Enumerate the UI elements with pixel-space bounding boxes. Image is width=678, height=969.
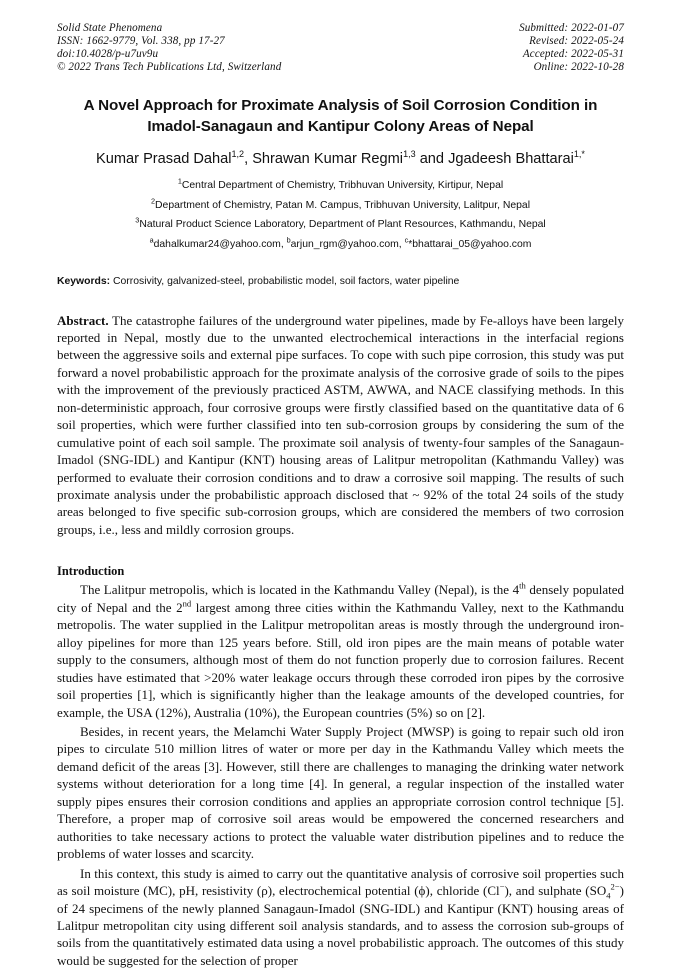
affiliation-3 <box>57 215 624 230</box>
section-heading-introduction: Introduction <box>57 564 125 579</box>
affiliation-block <box>57 176 624 250</box>
journal-header-left <box>57 22 281 74</box>
date-online: Online: 2022-10-28 <box>533 61 624 73</box>
keywords-text: Corrosivity, galvanized-steel, probabilistic model, soil factors, water pipeline <box>110 275 460 287</box>
email-address-2[interactable]: arjun_rgm@yahoo.com, <box>290 238 405 250</box>
affiliation-marker-1: 1 <box>177 176 182 186</box>
page-title: A Novel Approach for Proximate Analysis of Soil Corrosion Condition in Imadol-Sanagaun and Kantipur Colony Areas of Nepal <box>83 97 598 135</box>
journal-copyright: © 2022 Trans Tech Publications Ltd, Switzerland <box>57 61 282 73</box>
author-emails <box>57 235 624 250</box>
journal-issn-volume: ISSN: 1662-9779, Vol. 338, pp 17-27 <box>57 35 225 47</box>
email-marker-3: c <box>404 235 409 245</box>
author-affil-marker-2: 1,3 <box>403 149 416 160</box>
date-revised: Revised: 2022-05-24 <box>529 35 624 47</box>
introduction-paragraph-2: Besides, in recent years, the Melamchi Water Supply Project (MWSP) is going to repair such old iron pipes to circulate 510 million litres of water or more per day in the Kathmandu Valley which meets the demand deficit of the areas [3]. However, still there are challenges to managing the drinking water network systems without deterioration for a long time [4]. In general, a regular inspection of the installed water supply pipes ensures their corrosion conditions and applies an appropriate corrosion control technique [5]. Therefore, a proper map of corrosive soil areas would be empowered the concerned researchers and authorities to take necessary actions to protect the valuable water distribution pipelines and to reduce the problems of water losses and scarcity. <box>57 724 624 862</box>
affiliation-text-2: Department of Chemistry, Patan M. Campus, Tribhuvan University, Lalitpur, Nepal <box>155 199 531 211</box>
author-name-2: Shrawan Kumar Regmi <box>252 151 404 167</box>
affiliation-marker-2: 2 <box>150 196 156 206</box>
affiliation-2 <box>57 196 624 211</box>
par3-segment-c: ) of 24 specimens of the newly planned Sanagaun-Imadol (SNG-IDL) and Kantipur (KNT) housing areas of Lalitpur metropolitan city using different soil analysis standards, and to assess the corrosion sub-groups of soils from the quantitatively estimated data using a novel probabilistic approach. The outcomes of this study would be suggested for the selection of proper <box>57 883 624 968</box>
author-name-3: Jgadeesh Bhattarai <box>448 151 574 167</box>
chloride-charge-superscript: − <box>499 881 505 892</box>
email-marker-2: b <box>286 235 291 245</box>
keywords-label: Keywords: <box>57 275 111 287</box>
par1-segment-a: The Lalitpur metropolis, which is located in the Kathmandu Valley (Nepal), is the 4 <box>80 582 520 598</box>
par1-segment-c: largest among three cities within the Kathmandu Valley, next to the Kathmandu metropolis. The water supplied in the Lalitpur metropolitan areas is mostly through the underground iron-alloy pipelines for more than 125 years before. Still, old iron pipes are the main means of potable water supply to the consumers, although most of them do not function properly due to corrosion failures. Recent studies have estimated that >20% water leakage occurs through these corroded iron pipes by the corrosive soil properties [1], which is significantly higher than the leakage amounts of the developed countries, for example, the USA (12%), Australia (10%), the European countries (5%) so on [2]. <box>57 599 624 720</box>
par1-segment-b: densely populated city of Nepal and the 2 <box>57 582 624 615</box>
author-separator-2: and <box>415 151 449 167</box>
affiliation-text-3: Natural Product Science Laboratory, Department of Plant Resources, Kathmandu, Nepal <box>139 219 546 230</box>
sulphate-charge-superscript: 2− <box>610 881 620 892</box>
journal-name: Solid State Phenomena <box>57 22 163 34</box>
par3-segment-a: In this context, this study is aimed to carry out the quantitative analysis of corrosive soil properties such as soil moisture (MC), pH, resistivity (ρ), electrochemical potential (ϕ), chloride (Cl <box>57 865 624 899</box>
email-marker-1: a <box>149 235 154 245</box>
author-list <box>57 150 624 169</box>
affiliation-marker-3: 3 <box>135 215 140 225</box>
abstract-text: The catastrophe failures of the underground water pipelines, made by Fe-alloys have been largely reported in Nepal, mostly due to the unwanted electrochemical interactions in the interfacial regions between the aggressive soils and external pipe surfaces. To cope with such pipe corrosion, this study was put forward a novel probabilistic approach for the proximate analysis of the corrosive grade of soils to the pipes with the improvement of the previously practiced ASTM, AWWA, and NACE classifying methods. In this non-deterministic approach, four corrosive groups were firstly classified based on the quantitative data of 6 soil properties, which were further classified into ten sub-corrosion groups by considering the sum of the cumulative point of each soil sample. The proximate soil analysis of twenty-four samples of the Sanagaun-Imadol (SNG-IDL) and Kantipur (KNT) housing areas of Lalitpur metropolitan (Kathmandu Valley) was performed to evaluate their corrosion conditions and to draw a corrosive soil mapping. The results of such proximate analysis under the probabilistic approach disclosed that ~ 92% of the total 24 soils of the study areas belonged to five specific sub-corrosion groups, which are considered the members of two corrosion groups, i.e., less and mildly corrosion groups. <box>57 312 624 537</box>
journal-header <box>57 22 624 74</box>
par1-ordinal-2nd: nd <box>182 598 192 609</box>
author-affil-marker-3: 1,* <box>573 149 585 160</box>
journal-doi: doi:10.4028/p-u7uv9u <box>57 48 159 60</box>
affiliation-text-1: Central Department of Chemistry, Tribhuvan University, Kirtipur, Nepal <box>181 180 504 191</box>
par1-ordinal-4th: th <box>519 581 526 592</box>
keywords-line <box>57 276 624 287</box>
email-address-3[interactable]: *bhattarai_05@yahoo.com <box>408 238 532 250</box>
email-address-1[interactable]: dahalkumar24@yahoo.com, <box>153 238 287 250</box>
author-separator-1: , <box>244 151 253 167</box>
author-name-1: Kumar Prasad Dahal <box>96 151 232 167</box>
par3-segment-b: ), and sulphate (SO <box>504 883 607 899</box>
journal-header-right <box>519 22 624 74</box>
abstract-label: Abstract. <box>57 312 109 328</box>
introduction-paragraph-3 <box>57 865 624 969</box>
date-accepted: Accepted: 2022-05-31 <box>522 48 624 60</box>
introduction-paragraph-1 <box>57 581 624 721</box>
affiliation-1 <box>57 176 624 191</box>
sulphate-subscript: 4 <box>606 890 611 901</box>
date-submitted: Submitted: 2022-01-07 <box>519 22 624 34</box>
abstract-paragraph <box>57 312 624 539</box>
author-affil-marker-1: 1,2 <box>231 149 245 160</box>
